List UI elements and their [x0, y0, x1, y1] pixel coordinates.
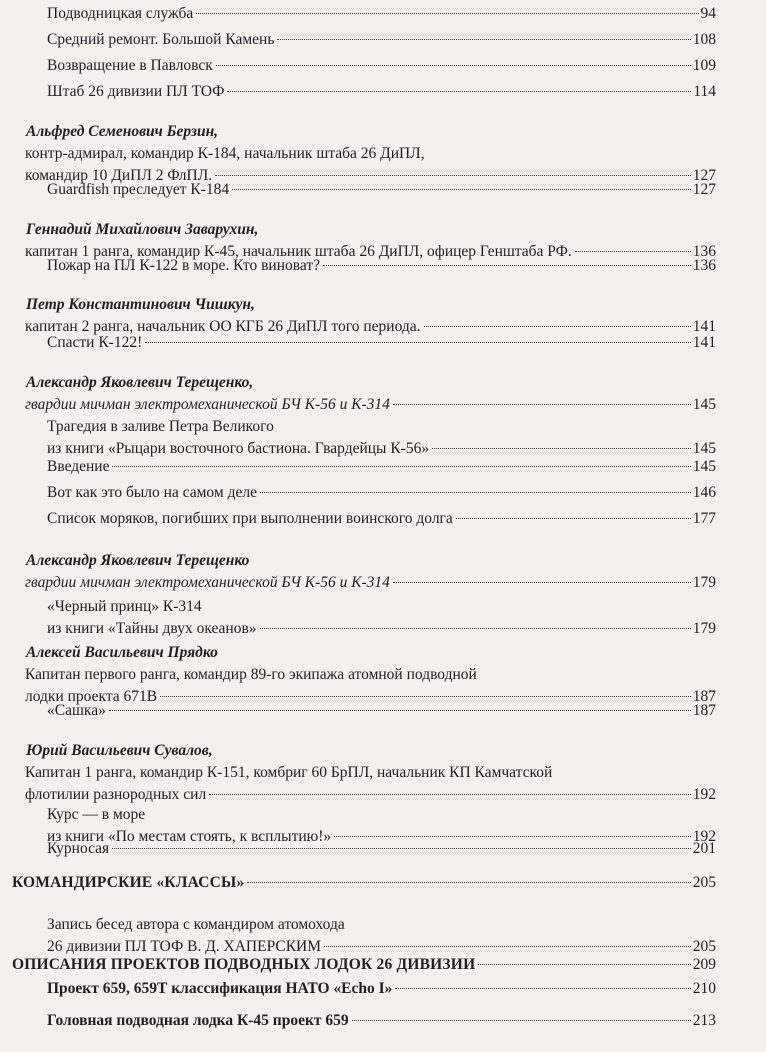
section-heading-line-text: КОМАНДИРСКИЕ «КЛАССЫ»	[12, 874, 245, 891]
chapter-title-line	[47, 416, 716, 438]
author-description-line-text: флотилии разнородных сил	[25, 786, 207, 803]
author-description-line-text: контр-адмирал, командир К-184, начальник штаба 26 ДиПЛ,	[25, 145, 425, 162]
chapter-title-line	[47, 838, 716, 860]
chapter-title-line-text: из книги «По местам стоять, к всплытию!»	[47, 828, 332, 845]
dot-leader	[247, 882, 690, 883]
author-name-text: Петр Константинович Чишкун,	[26, 296, 255, 313]
dot-leader	[215, 175, 691, 176]
dot-leader	[324, 946, 691, 947]
page-number: 108	[692, 31, 716, 48]
page-number: 146	[692, 484, 716, 501]
chapter-title-line-text: Средний ремонт. Большой Камень	[47, 31, 275, 48]
chapter-title-line	[47, 482, 716, 504]
author-name-text: Альфред Семенович Берзин,	[26, 123, 219, 140]
author-description-line	[25, 394, 716, 416]
dot-leader	[395, 988, 690, 989]
chapter-title-line-text: Введение	[47, 458, 110, 475]
page-number: 136	[692, 243, 716, 260]
dot-leader	[160, 696, 691, 697]
author-description-line-text: гвардии мичман электромеханической БЧ К-56 и К-314	[25, 574, 390, 591]
chapter-title-line	[47, 700, 716, 722]
project-entry-line	[47, 1010, 716, 1032]
page-number: 192	[692, 828, 716, 845]
page-number: 141	[692, 318, 716, 335]
author-name	[26, 121, 716, 143]
author-description-line	[25, 143, 716, 165]
author-name	[26, 740, 716, 762]
author-name-text: Юрий Васильевич Сувалов,	[26, 742, 213, 759]
page-number: 127	[692, 167, 716, 184]
page-number: 187	[692, 702, 716, 719]
dot-leader	[112, 848, 691, 849]
author-name-text: Александр Яковлевич Терещенко,	[26, 374, 254, 391]
author-description-line-text: Капитан 1 ранга, командир К-151, комбриг 60 БрПЛ, начальник КП Камчатской	[25, 764, 553, 781]
chapter-title-line-text: из книги «Рыцари восточного бастиона. Гвардейцы К-56»	[47, 440, 430, 457]
page-number: 187	[692, 688, 716, 705]
dot-leader	[334, 836, 691, 837]
dot-leader	[260, 628, 691, 629]
author-name-text: Александр Яковлевич Терещенко	[26, 552, 250, 569]
page-number: 141	[692, 334, 716, 351]
author-description-line	[25, 664, 716, 686]
page-number: 145	[692, 440, 716, 457]
author-description-line-text: Капитан первого ранга, командир 89-го экипажа атомной подводной	[25, 666, 477, 683]
chapter-title-line	[47, 55, 716, 77]
dot-leader	[227, 91, 691, 92]
project-entry-line	[47, 978, 716, 1000]
chapter-title-line-text: Запись бесед автора с командиром атомохода	[47, 916, 345, 933]
author-description-line-text: капитан 1 ранга, командир К-45, начальник штаба 26 ДиПЛ, офицер Генштаба РФ.	[25, 243, 572, 260]
chapter-title-line	[47, 81, 716, 103]
chapter-title-line-text: Курносая	[47, 840, 110, 857]
author-description-line-text: лодки проекта 671В	[25, 688, 158, 705]
page-number: 179	[692, 620, 716, 637]
page-number: 94	[700, 5, 716, 22]
chapter-title-line	[47, 3, 716, 25]
page-number: 177	[692, 510, 716, 527]
page-number: 136	[692, 257, 716, 274]
chapter-title-line-text: Штаб 26 дивизии ПЛ ТОФ	[47, 83, 225, 100]
chapter-title-line-text: Вот как это было на самом деле	[47, 484, 257, 501]
page-number: 145	[692, 396, 716, 413]
section-heading-line-text: ОПИСАНИЯ ПРОЕКТОВ ПОДВОДНЫХ ЛОДОК 26 ДИВИЗИИ	[12, 956, 476, 973]
chapter-title-line	[47, 29, 716, 51]
dot-leader	[323, 265, 691, 266]
dot-leader	[352, 1020, 691, 1021]
dot-leader	[456, 518, 691, 519]
page-number: 210	[692, 980, 716, 997]
chapter-title-line-text: из книги «Тайны двух океанов»	[47, 620, 257, 637]
dot-leader	[432, 448, 691, 449]
dot-leader	[260, 492, 691, 493]
chapter-title-line-text: Подводницкая служба	[47, 5, 194, 22]
author-name-text: Алексей Васильевич Прядко	[26, 644, 218, 661]
chapter-title-line	[47, 508, 716, 530]
page-number: 201	[692, 840, 716, 857]
author-name	[26, 294, 716, 316]
chapter-title-line	[47, 618, 716, 640]
dot-leader	[145, 342, 691, 343]
author-name	[26, 550, 716, 572]
chapter-title-line-text: Курс — в море	[47, 806, 146, 823]
chapter-title-line-text: 26 дивизии ПЛ ТОФ В. Д. ХАПЕРСКИМ	[47, 938, 322, 955]
author-description-line	[25, 784, 716, 806]
chapter-title-line-text: «Черный принц» К-314	[47, 598, 202, 615]
chapter-title-line-text: Трагедия в заливе Петра Великого	[47, 418, 274, 435]
author-description-line-text: капитан 2 ранга, начальник ОО КГБ 26 ДиПЛ того периода.	[25, 318, 421, 335]
section-heading-line	[12, 872, 716, 894]
dot-leader	[424, 326, 691, 327]
author-description-line-text: гвардии мичман электромеханической БЧ К-56 и К-314	[25, 396, 390, 413]
page-number: 109	[692, 57, 716, 74]
chapter-title-line	[47, 179, 716, 201]
dot-leader	[216, 65, 691, 66]
author-description-line-text: командир 10 ДиПЛ 2 ФлПЛ.	[25, 167, 213, 184]
dot-leader	[393, 582, 691, 583]
page-number: 179	[692, 574, 716, 591]
page-number: 127	[692, 181, 716, 198]
author-name	[26, 219, 716, 241]
dot-leader	[393, 404, 691, 405]
chapter-title-line	[47, 596, 716, 618]
chapter-title-line-text: «Сашка»	[47, 702, 106, 719]
page-number: 145	[692, 458, 716, 475]
chapter-title-line	[47, 255, 716, 277]
author-name	[26, 372, 716, 394]
author-name	[26, 642, 716, 664]
project-entry-line-text: Проект 659, 659Т классификация НАТО «Echo I»	[47, 980, 393, 997]
author-name-text: Геннадий Михайлович Заварухин,	[26, 221, 259, 238]
dot-leader	[232, 189, 691, 190]
chapter-title-line-text: Возвращение в Павловск	[47, 57, 213, 74]
page-number: 114	[693, 83, 716, 100]
author-description-line	[25, 762, 716, 784]
chapter-title-line	[47, 332, 716, 354]
dot-leader	[109, 710, 691, 711]
dot-leader	[209, 794, 691, 795]
page-number: 205	[692, 874, 716, 891]
author-description-line	[25, 572, 716, 594]
chapter-title-line-text: Список моряков, погибших при выполнении воинского долга	[47, 510, 453, 527]
chapter-title-line	[47, 456, 716, 478]
chapter-title-line-text: Пожар на ПЛ К-122 в море. Кто виноват?	[47, 257, 321, 274]
page-number: 213	[692, 1012, 716, 1029]
dot-leader	[277, 39, 690, 40]
dot-leader	[575, 251, 691, 252]
chapter-title-line	[47, 914, 716, 936]
dot-leader	[196, 13, 698, 14]
project-entry-line-text: Головная подводная лодка К-45 проект 659	[47, 1012, 349, 1029]
page-number: 205	[692, 938, 716, 955]
section-heading-line	[12, 954, 716, 976]
dot-leader	[478, 964, 690, 965]
chapter-title-line	[47, 804, 716, 826]
chapter-title-line-text: Спасти К-122!	[47, 334, 143, 351]
page-number: 192	[692, 786, 716, 803]
chapter-title-line-text: Guardfish преследует К-184	[47, 181, 230, 198]
page-number: 209	[692, 956, 716, 973]
dot-leader	[112, 466, 690, 467]
